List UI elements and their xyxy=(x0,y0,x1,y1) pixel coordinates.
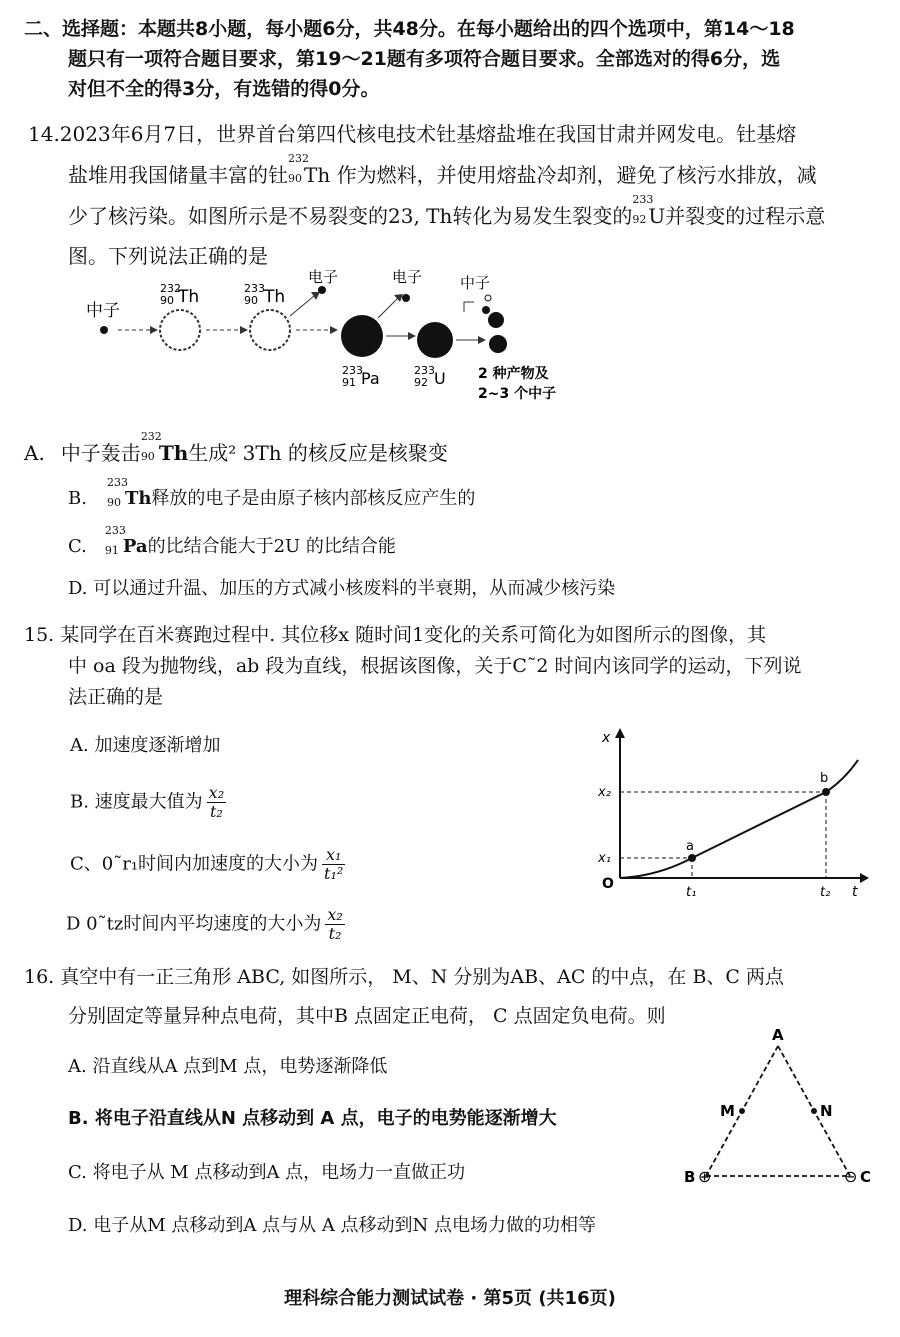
nuclear-process-diagram xyxy=(80,268,620,410)
fission-product-2 xyxy=(489,335,507,353)
t-axis-label: t xyxy=(852,884,858,900)
t2-label: t₂ xyxy=(820,885,831,900)
pa233-z: 91 xyxy=(342,376,356,389)
q15-stem-line2: 中 oa 段为抛物线，ab 段为直线，根据该图像，关于C˜2 时间内该同学的运动，下列说 xyxy=(68,655,802,677)
x-axis-label: x xyxy=(602,730,611,746)
point-n xyxy=(811,1108,817,1114)
vertex-c-label: C xyxy=(860,1168,872,1186)
q16-stem-line2: 分别固定等量异种点电荷，其中B 点固定正电荷， C 点固定负电荷。则 xyxy=(68,1005,666,1027)
section-header-line1: 二、选择题：本题共8小题，每小题6分，共48分。在每小题给出的四个选项中，第14～18 xyxy=(24,18,795,40)
positive-charge-icon: ⊕ xyxy=(698,1167,712,1186)
u233-z: 92 xyxy=(414,376,428,389)
u233-mass: 233 xyxy=(414,364,435,377)
triangle-diagram xyxy=(680,1024,880,1194)
t1-label: t₁ xyxy=(686,885,697,900)
point-m-label: M xyxy=(720,1102,735,1120)
neutron-emit-arrow xyxy=(464,302,474,312)
q16-option-c: C. 将电子从 M 点移动到A 点，电场力一直做正功 xyxy=(68,1162,466,1183)
q16-stem-line1: 16. 真空中有一正三角形 ABC, 如图所示， M、N 分别为AB、AC 的中点，在 B、C 两点 xyxy=(24,966,784,988)
th233-nucleus xyxy=(250,310,290,350)
q15-stem-line3: 法正确的是 xyxy=(68,686,164,708)
electron-emit-1 xyxy=(290,296,314,316)
point-n-label: N xyxy=(820,1102,833,1120)
q15-option-a: A. 加速度逐渐增加 xyxy=(70,735,221,756)
arrow-3-head xyxy=(330,326,338,334)
q14-option-d: D. 可以通过升温、加压的方式减小核废料的半衰期，从而减少核污染 xyxy=(68,578,616,599)
arrow-1-head xyxy=(150,326,158,334)
u233-symbol: U xyxy=(434,369,446,388)
arrow-5-head xyxy=(478,336,486,344)
th232-mass: 232 xyxy=(160,282,181,295)
th233-mass: 233 xyxy=(244,282,265,295)
th233-symbol: Th xyxy=(264,287,286,307)
electron-emit-2 xyxy=(378,298,398,318)
electron-label-2: 电子 xyxy=(392,268,423,286)
q15-stem-line1: 15. 某同学在百米赛跑过程中. 其位移x 随时间1变化的关系可简化为如图所示的图像，其 xyxy=(24,624,767,646)
t-axis-arrow xyxy=(860,873,869,883)
neutron-label: 中子 xyxy=(86,301,120,321)
neutron-emit-dot-1 xyxy=(485,295,491,301)
electron-emit-1-head xyxy=(311,292,320,300)
position-time-graph xyxy=(588,724,870,900)
u233-nucleus xyxy=(417,322,453,358)
neutron-dot xyxy=(100,326,108,334)
section-header-line3: 对但不全的得3分，有选错的得0分。 xyxy=(68,78,380,100)
point-m xyxy=(739,1108,745,1114)
x-axis-arrow xyxy=(615,728,625,738)
page-footer: 理科综合能力测试试卷 · 第5页 (共16页) xyxy=(284,1288,616,1309)
neutron-label-2: 中子 xyxy=(460,274,491,292)
x2-label: x₂ xyxy=(598,785,611,800)
arrow-2-head xyxy=(240,326,248,334)
q16-option-d: D. 电子从M 点移动到A 点与从 A 点移动到N 点电场力做的功相等 xyxy=(68,1215,597,1236)
q15-option-b: B. 速度最大值为 $\frac{\text{x₂}}{\text{t₂}}$ xyxy=(70,783,225,821)
neutron-emit-dot-2 xyxy=(482,306,490,314)
electron-dot-1 xyxy=(318,286,326,294)
vertex-a-label: A xyxy=(772,1026,784,1044)
q14-option-b: B. 233 90 Th释放的电子是由原子核内部核反应产生的 xyxy=(68,476,476,509)
q14-option-a: A. 中子轰击 232 90 Th生成² 3Th 的核反应是核聚变 xyxy=(24,430,448,465)
q14-stem-line3: 少了核污染。如图所示是不易裂变的23, Th转化为易发生裂变的 233 92 U并裂变的过程示意 xyxy=(68,193,826,228)
q14-stem-line4: 图。下列说法正确的是 xyxy=(68,244,268,268)
q15-option-c: C、0˜r₁时间内加速度的大小为 $\frac{\text{x₁}}{\text{t₁²}}$ xyxy=(70,845,344,883)
q16-option-a: A. 沿直线从A 点到M 点，电势逐渐降低 xyxy=(68,1056,388,1077)
negative-charge-icon: ⊖ xyxy=(844,1167,858,1186)
point-a-label: a xyxy=(686,839,694,854)
q14-stem-line2: 盐堆用我国储量丰富的钍 232 90 Th 作为燃料，并使用熔盐冷却剂，避免了核污水排放，减 xyxy=(68,152,817,187)
pa233-nucleus xyxy=(341,315,383,357)
th232-z: 90 xyxy=(160,294,174,307)
th233-z: 90 xyxy=(244,294,258,307)
pa233-symbol: Pa xyxy=(361,369,380,388)
q14-stem-line1: 14.2023年6月7日，世界首台第四代核电技术钍基熔盐堆在我国甘肃并网发电。钍基熔 xyxy=(28,122,797,146)
products-label-2: 2~3 个中子 xyxy=(478,386,557,402)
q14-option-c: C. 233 91 Pa的比结合能大于2U 的比结合能 xyxy=(68,524,396,557)
electron-label-1: 电子 xyxy=(308,268,339,286)
point-b-label: b xyxy=(820,771,829,786)
fission-product-1 xyxy=(488,312,504,328)
th232-symbol: Th xyxy=(178,287,200,307)
pa233-mass: 233 xyxy=(342,364,363,377)
q15-option-d: D 0˜tz时间内平均速度的大小为 $\frac{\text{x₂}}{\text{t₂}}$ xyxy=(66,905,343,943)
section-header-line2: 题只有一项符合题目要求，第19～21题有多项符合题目要求。全部选对的得6分，选 xyxy=(68,48,781,70)
products-label-1: 2 种产物及 xyxy=(478,366,549,382)
arrow-4-head xyxy=(408,332,416,340)
electron-dot-2 xyxy=(402,294,410,302)
x1-label: x₁ xyxy=(598,851,611,866)
th232-nucleus xyxy=(160,310,200,350)
vertex-b-label: B xyxy=(684,1168,696,1186)
q16-option-b: B. 将电子沿直线从N 点移动到 A 点，电子的电势能逐渐增大 xyxy=(68,1108,557,1129)
origin-label: O xyxy=(602,876,614,892)
